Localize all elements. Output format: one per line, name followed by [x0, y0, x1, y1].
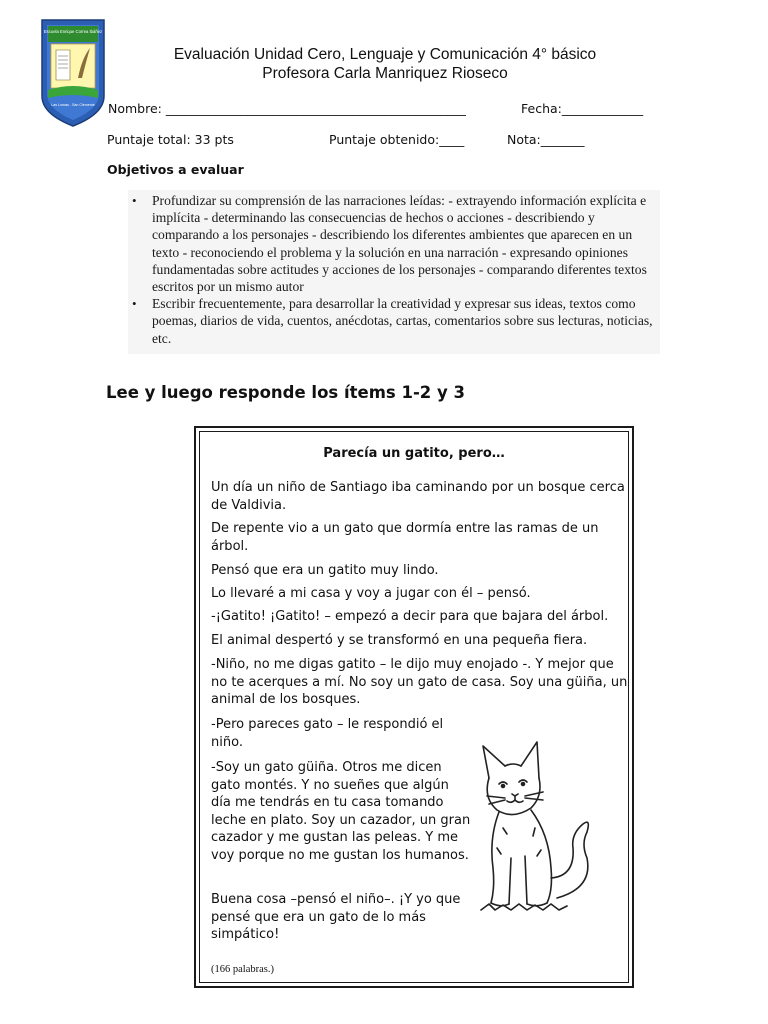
story-paragraph: -Soy un gato güiña. Otros me dicen gato montés. Y no sueñes que algún día me tendrás en tu casa tomando leche en plato. Soy un cazador, un gran cazador y me gustan las peleas. Y me voy porque no me gustan los humanos. — [211, 760, 471, 863]
obtained-score-field[interactable]: Puntaje obtenido:____ — [329, 132, 465, 147]
story-paragraph: -Pero pareces gato – le respondió el niño. — [211, 717, 444, 750]
objectives-heading: Objetivos a evaluar — [107, 162, 244, 177]
school-logo — [38, 18, 108, 128]
date-field[interactable]: Fecha:_____________ — [521, 101, 644, 116]
objective-item: • Profundizar su comprensión de las narraciones leídas: - extrayendo información explícita e implícita - determinando las consecuencias de hechos o acciones - describiendo y comparando a los personajes - describiendo los diferentes ambientes que aparecen en un texto - reconociendo el problema y la solución en una narración - expresando opiniones fundamentadas sobre actitudes y acciones de los personajes - comparando diferentes textos escritos por un mismo autor — [152, 192, 660, 295]
story-title: Parecía un gatito, pero… — [323, 446, 505, 461]
total-score-label: Puntaje total: 33 pts — [107, 132, 234, 147]
objectives-list — [128, 192, 660, 347]
cat-illustration — [475, 738, 595, 918]
objectives-box — [128, 190, 660, 354]
story-paragraph: Buena cosa –pensó el niño–. ¡Y yo que pensé que era un gato de lo más simpático! — [211, 892, 461, 942]
word-count: (166 palabras.) — [211, 964, 274, 975]
story-paragraph: -Niño, no me digas gatito – le dijo muy enojado -. Y mejor que no te acerques a mí. No soy un gato de casa. Soy una güiña, un animal de los bosques. — [211, 657, 628, 707]
objective-item: • Escribir frecuentemente, para desarrollar la creatividad y expresar sus ideas, textos como poemas, diarios de vida, cuentos, anécdotas, cartas, comentarios sobre sus lecturas, noticias, etc. — [152, 295, 660, 347]
document-title: Evaluación Unidad Cero, Lenguaje y Comunicación 4° básico — [173, 46, 597, 63]
story-paragraph: Pensó que era un gatito muy lindo. — [211, 563, 439, 578]
story-paragraph: -¡Gatito! ¡Gatito! – empezó a decir para que bajara del árbol. — [211, 609, 609, 624]
story-inner-border — [199, 431, 629, 983]
grade-field[interactable]: Nota:_______ — [507, 132, 585, 147]
story-paragraph: De repente vio a un gato que dormía entre las ramas de un árbol. — [211, 521, 599, 554]
name-field[interactable]: Nombre: ________________________________________________ — [108, 101, 466, 116]
story-frame — [194, 426, 634, 988]
story-paragraph: Lo llevaré a mi casa y voy a jugar con él – pensó. — [211, 586, 531, 601]
reading-instruction: Lee y luego responde los ítems 1-2 y 3 — [106, 383, 465, 402]
teacher-name: Profesora Carla Manriquez Rioseco — [262, 65, 508, 82]
story-paragraph: El animal despertó y se transformó en una pequeña fiera. — [211, 633, 588, 648]
story-paragraph: Un día un niño de Santiago iba caminando por un bosque cerca de Valdivia. — [211, 480, 625, 513]
logo-location: Las Lomas - San Clemente — [51, 103, 95, 107]
logo-school-name: Escuela Enrique Correa Ibáñez — [43, 29, 103, 34]
